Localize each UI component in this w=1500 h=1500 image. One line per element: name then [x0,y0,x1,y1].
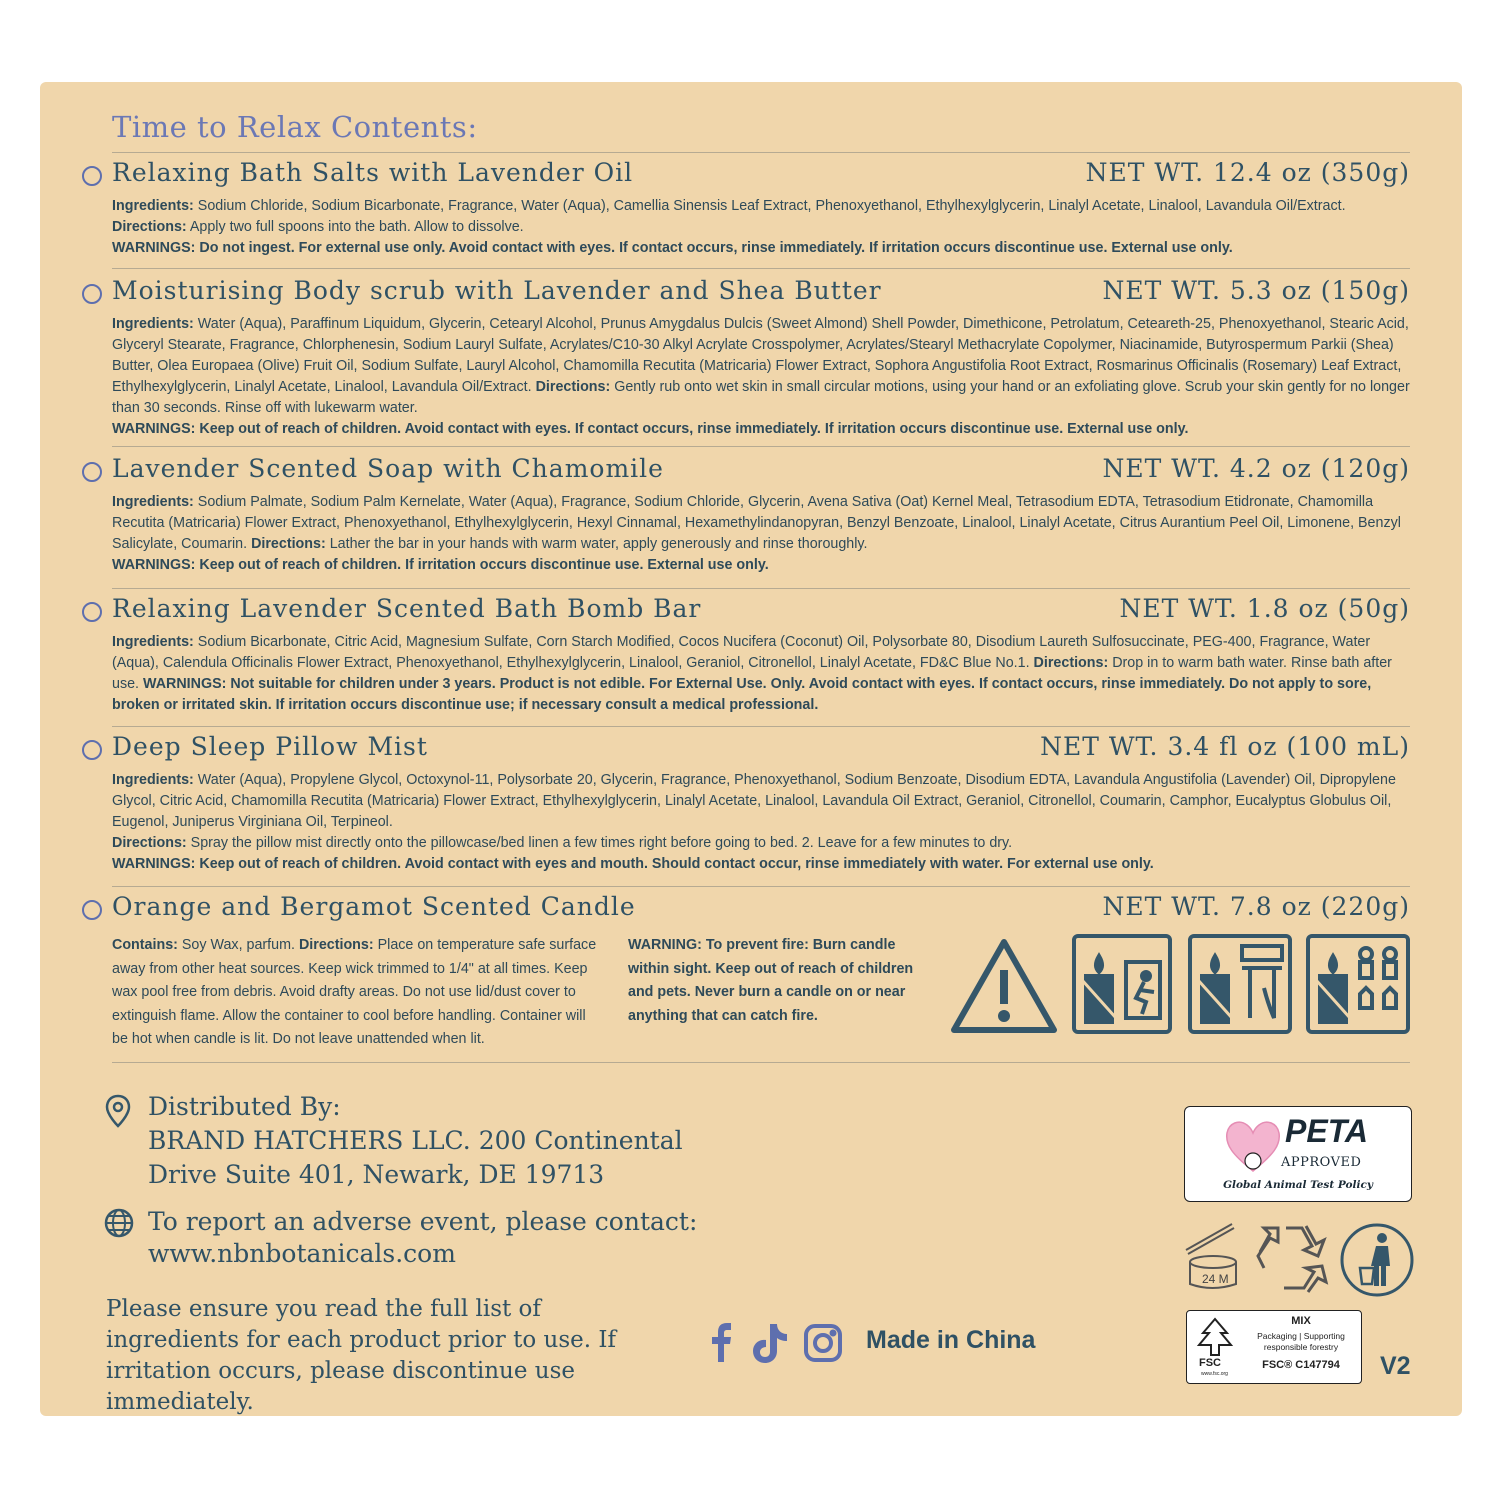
distributor-block [148,1090,683,1192]
fsc-badge [1186,1310,1362,1384]
product-name: Lavender Scented Soap with Chamomile [112,454,664,483]
safety-icons [950,932,1410,1042]
candle-children-pets-icon [1308,936,1408,1032]
product-name: Relaxing Lavender Scented Bath Bomb Bar [112,594,702,623]
candle-exit-icon [1074,936,1170,1032]
fsc-mix: MIX [1291,1315,1311,1327]
recycle-icon [1256,1222,1334,1294]
circle-bullet-icon [82,462,102,482]
usage-note: Please ensure you read the full list of ingredients for each product prior to use. If irritation occurs, please discontinue use immediately. [106,1296,616,1415]
made-in: Made in China [866,1326,1036,1354]
tidyman-bin-icon [1338,1222,1416,1298]
peta-approved: APPROVED [1281,1155,1362,1170]
fsc-desc2: responsible forestry [1263,1342,1339,1352]
peta-policy: Global Animal Test Policy [1223,1179,1373,1191]
report-line1: To report an adverse event, please contact: [148,1207,698,1236]
pao-label: 24 M [1202,1272,1229,1286]
social-icons [704,1322,854,1364]
distributor-line2: Drive Suite 401, Newark, DE 19713 [148,1160,605,1189]
product-name: Moisturising Body scrub with Lavender and Shea Butter [112,276,882,305]
divider [112,588,1410,589]
distributor-heading: Distributed By: [148,1092,341,1121]
divider [112,152,1410,153]
fsc-tree-icon [1193,1315,1237,1359]
product-candle [82,890,1410,1060]
net-weight: NET WT. 1.8 oz (50g) [1119,594,1410,623]
circle-bullet-icon [82,284,102,304]
divider [112,1062,1410,1063]
divider [112,268,1410,269]
globe-icon [104,1208,134,1238]
circle-bullet-icon [82,740,102,760]
distributor-line1: BRAND HATCHERS LLC. 200 Continental [148,1126,683,1155]
divider [112,726,1410,727]
peta-brand: PETA [1285,1113,1368,1149]
candle-warning: WARNING: To prevent fire: Burn candle within sight. Keep out of reach of children and pets. Never burn a candle on or near anything that can catch fire. [628,937,914,1024]
instagram-icon[interactable] [806,1326,840,1360]
candle-directions: Contains: Soy Wax, parfum. Directions: Place on temperature safe surface away from other heat sources. Keep wick trimmed to 1/4" at all times. Keep wax pool free from debris. Avoid drafty areas. Do not use lid/dust cover to extinguish flame. Allow the container to cool before handling. Container will be hot when candle is lit. Do not leave unattended when lit. [112,937,597,1047]
circle-bullet-icon [82,602,102,622]
contents-title: Time to Relax Contents: [112,110,478,144]
fsc-url: www.fsc.org [1201,1371,1228,1377]
peta-badge [1184,1106,1412,1202]
product-bath-salts: Relaxing Bath Salts with Lavender Oil NET WT. 12.4 oz (350g) Ingredients: Sodium Chloride, Sodium Bicarbonate, Fragrance, Water (Aqua), Camellia Sinensis Leaf Extract, Phenoxyethanol, Ethylhexylglycerin, Linalyl Acetate, Linalool, Lavandula Oil/Extract. Directions: Apply two full spoons into the bath. Allow to dissolve. WARNINGS: Do not ingest. For external use only. Avoid contact with eyes. If contact occurs, rinse immediately. If irritation occurs discontinue use. External use only. [82,156,1410,259]
facebook-icon[interactable] [712,1323,731,1362]
fsc-label: FSC [1199,1357,1221,1369]
net-weight: NET WT. 7.8 oz (220g) [1102,892,1410,921]
report-website-link[interactable]: www.nbnbotanicals.com [148,1239,456,1268]
product-pillow-mist: Deep Sleep Pillow Mist NET WT. 3.4 fl oz (100 mL) Ingredients: Water (Aqua), Propylene Glycol, Octoxynol-11, Polysorbate 20, Glycerin, Fragrance, Phenoxyethanol, Sodium Benzoate, Disodium EDTA, Lavandula Angustifolia (Lavender) Oil, Dipropylene Glycol, Citric Acid, Chamomilla Recutita (Matricaria) Flower Extract, Ethylhexylglycerin, Linalyl Acetate, Linalool, Lavandula Oil Extract, Geraniol, Citronellol, Coumarin, Camphor, Eucalyptus Globulus Oil, Eugenol, Juniperus Virginiana Oil, Terpineol. Directions: Spray the pillow mist directly onto the pillowcase/bed linen a few times right before going to bed. 2. Leave for a few minutes to dry. WARNINGS: Keep out of reach of children. Avoid contact with eyes and mouth. Should contact occur, rinse immediately with water. For external use only. [82,730,1410,875]
location-pin-icon [104,1094,132,1128]
product-name: Deep Sleep Pillow Mist [112,732,428,761]
divider [112,886,1410,887]
product-name: Relaxing Bath Salts with Lavender Oil [112,158,634,187]
warning-triangle-icon [954,942,1054,1030]
net-weight: NET WT. 4.2 oz (120g) [1102,454,1410,483]
version-label: V2 [1380,1352,1411,1380]
net-weight: NET WT. 12.4 oz (350g) [1085,158,1410,187]
product-bath-bomb: Relaxing Lavender Scented Bath Bomb Bar NET WT. 1.8 oz (50g) Ingredients: Sodium Bicarbonate, Citric Acid, Magnesium Sulfate, Corn Starch Modified, Cocos Nucifera (Coconut) Oil, Polysorbate 80, Disodium Laureth Sulfosuccinate, PEG-400, Fragrance, Water (Aqua), Calendula Officinalis Flower Extract, Phenoxyethanol, Ethylhexylglycerin, Linalool, Geraniol, Citronellol, Linalyl Acetate, FD&C Blue No.1. Directions: Drop in to warm bath water. Rinse bath after use. WARNINGS: Not suitable for children under 3 years. Product is not edible. For External Use. Only. Avoid contact with eyes. If contact occurs, rinse immediately. Do not apply to sore, broken or irritated skin. If irritation occurs discontinue use; if necessary consult a medical professional. [82,592,1410,716]
report-block [148,1206,697,1270]
bunny-heart-icon [1223,1115,1283,1177]
fsc-code: FSC® C147794 [1262,1359,1340,1371]
product-name: Orange and Bergamot Scented Candle [112,892,636,921]
fsc-desc1: Packaging | Supporting [1257,1331,1345,1341]
circle-bullet-icon [82,900,102,920]
circle-bullet-icon [82,166,102,186]
net-weight: NET WT. 5.3 oz (150g) [1102,276,1410,305]
tiktok-icon[interactable] [753,1324,787,1363]
product-body-scrub: Moisturising Body scrub with Lavender and Shea Butter NET WT. 5.3 oz (150g) Ingredients: Water (Aqua), Paraffinum Liquidum, Glycerin, Cetearyl Alcohol, Prunus Amygdalus Dulcis (Sweet Almond) Shell Powder, Dimethicone, Petrolatum, Ceteareth-25, Phenoxyethanol, Stearic Acid, Glyceryl Stearate, Fragrance, Chlorphenesin, Sodium Lauryl Sulfate, Acrylates/C10-30 Alkyl Acrylate Crosspolymer, Acrylates/Stearyl Methacrylate Copolymer, Niacinamide, Butyrospermum Parkii (Shea) Butter, Olea Europaea (Olive) Fruit Oil, Sodium Sulfate, Lauryl Alcohol, Chamomilla Recutita (Matricaria) Flower Extract, Sophora Angustifolia Root Extract, Rosmarinus Officinalis (Rosemary) Leaf Extract, Ethylhexylglycerin, Linalyl Acetate, Linalool, Lavandula Oil/Extract. Directions: Gently rub onto wet skin in small circular motions, using your hand or an exfoliating glove. Scrub your skin gently for no longer than 30 seconds. Rinse off with lukewarm water. WARNINGS: Keep out of reach of children. Avoid contact with eyes. If contact occurs, rinse immediately. If irritation occurs discontinue use. External use only. [82,274,1410,440]
product-soap: Lavender Scented Soap with Chamomile NET WT. 4.2 oz (120g) Ingredients: Sodium Palmate, Sodium Palm Kernelate, Water (Aqua), Fragrance, Sodium Chloride, Glycerin, Avena Sativa (Oat) Kernel Meal, Tetrasodium EDTA, Tetrasodium Etidronate, Chamomilla Recutita (Matricaria) Flower Extract, Phenoxyethanol, Ethylhexylglycerin, Hexyl Cinnamal, Hexamethylindanopyran, Benzyl Benzoate, Linalool, Linalyl Acetate, Citrus Aurantium Peel Oil, Limonene, Benzyl Salicylate, Coumarin. Directions: Lather the bar in your hands with warm water, apply generously and rinse thoroughly. WARNINGS: Keep out of reach of children. If irritation occurs discontinue use. External use only. [82,452,1410,576]
candle-curtain-icon [1190,936,1290,1032]
net-weight: NET WT. 3.4 fl oz (100 mL) [1040,732,1410,761]
divider [112,446,1410,447]
